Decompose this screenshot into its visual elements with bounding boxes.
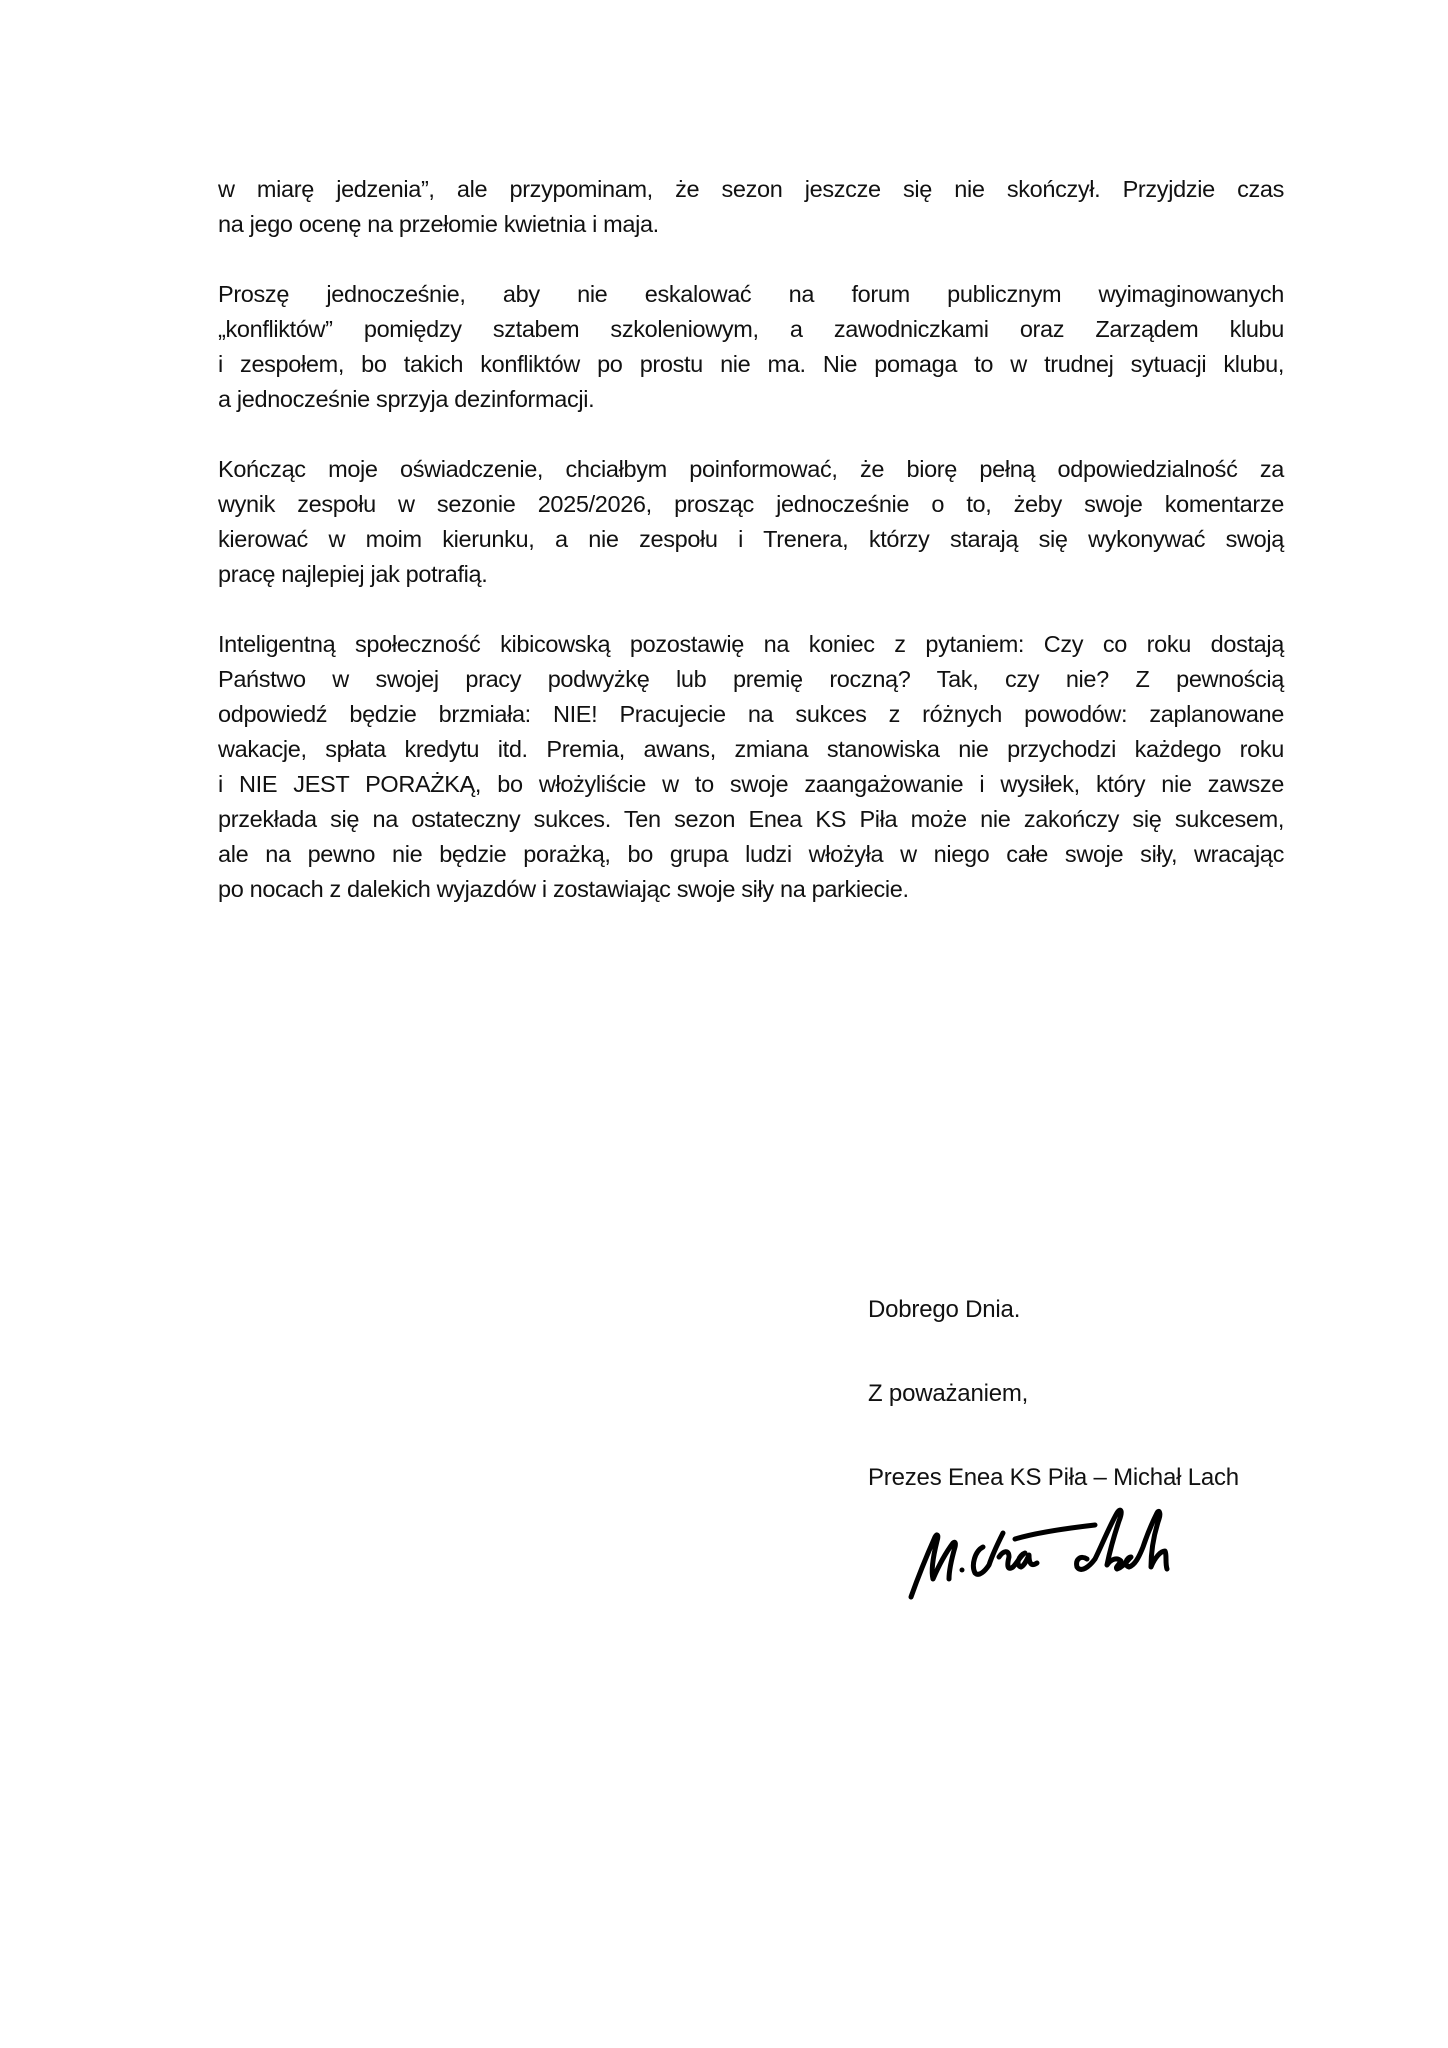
text-line: Inteligentną społeczność kibicowską pozostawię na koniec z pytaniem: Czy co roku dostają — [218, 631, 1284, 657]
paragraph-3 — [218, 452, 1284, 592]
text-line: pracę najlepiej jak potrafią. — [218, 561, 488, 587]
text-line: wakacje, spłata kredytu itd. Premia, awans, zmiana stanowiska nie przychodzi każdego roku — [218, 736, 1284, 762]
closing-greeting: Dobrego Dnia. — [868, 1296, 1021, 1323]
text-line: ale na pewno nie będzie porażką, bo grupa ludzi włożyła w niego całe swoje siły, wracając — [218, 841, 1284, 867]
text-line: i zespołem, bo takich konfliktów po prostu nie ma. Nie pomaga to w trudnej sytuacji klubu, — [218, 351, 1284, 377]
text-line: w miarę jedzenia”, ale przypominam, że sezon jeszcze się nie skończył. Przyjdzie czas — [218, 176, 1284, 202]
text-line: Kończąc moje oświadczenie, chciałbym poinformować, że biorę pełną odpowiedzialność za — [218, 456, 1284, 482]
text-line: Państwo w swojej pracy podwyżkę lub premię roczną? Tak, czy nie? Z pewnością — [218, 666, 1284, 692]
text-line: na jego ocenę na przełomie kwietnia i maja. — [218, 211, 659, 237]
text-line: po nocach z dalekich wyjazdów i zostawiając swoje siły na parkiecie. — [218, 876, 909, 902]
text-line: kierować w moim kierunku, a nie zespołu i Trenera, którzy starają się wykonywać swoją — [218, 526, 1284, 552]
text-line: „konfliktów” pomiędzy sztabem szkoleniowym, a zawodniczkami oraz Zarządem klubu — [218, 316, 1284, 342]
text-line: i NIE JEST PORAŻKĄ, bo włożyliście w to swoje zaangażowanie i wysiłek, który nie zawsze — [218, 771, 1284, 797]
text-line: przekłada się na ostateczny sukces. Ten sezon Enea KS Piła może nie zakończy się sukcesem, — [218, 806, 1284, 832]
closing-regards: Z poważaniem, — [868, 1380, 1029, 1407]
text-line: Proszę jednocześnie, aby nie eskalować na forum publicznym wyimaginowanych — [218, 281, 1284, 307]
paragraph-2 — [218, 277, 1284, 417]
text-line: a jednocześnie sprzyja dezinformacji. — [218, 386, 595, 412]
signatory-name: Prezes Enea KS Piła – Michał Lach — [868, 1464, 1239, 1491]
letter-body — [218, 172, 1284, 942]
paragraph-4 — [218, 627, 1284, 907]
text-line: wynik zespołu w sezonie 2025/2026, prosząc jednocześnie o to, żeby swoje komentarze — [218, 491, 1284, 517]
handwritten-signature-icon — [895, 1495, 1215, 1615]
paragraph-1 — [218, 172, 1284, 242]
text-line: odpowiedź będzie brzmiała: NIE! Pracujecie na sukces z różnych powodów: zaplanowane — [218, 701, 1284, 727]
